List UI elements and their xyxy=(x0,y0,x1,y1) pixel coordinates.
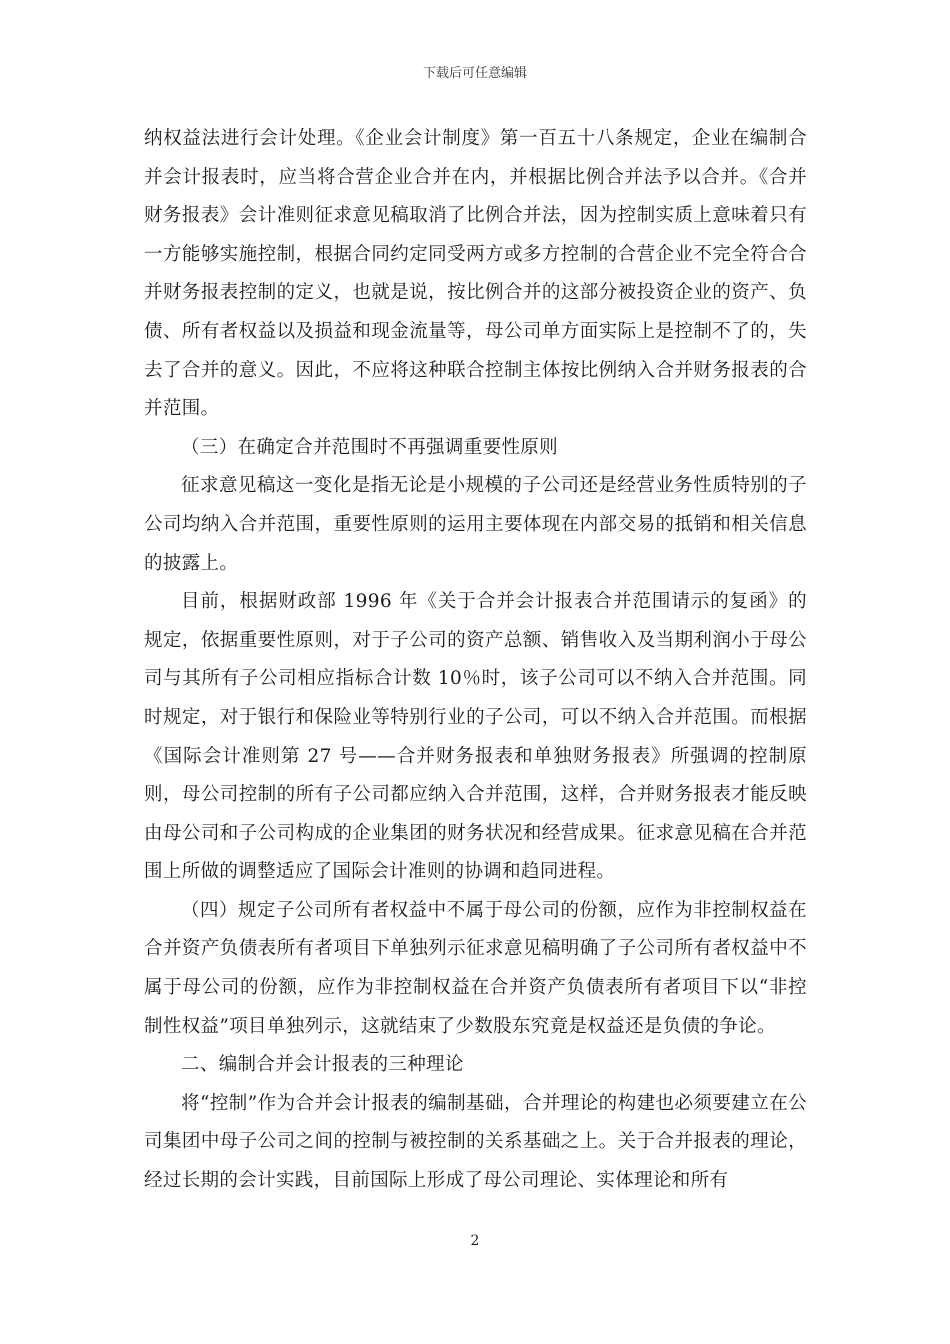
paragraph-proportional-consolidation: 纳权益法进行会计处理。《企业会计制度》第一百五十八条规定，企业在编制合并会计报表时，应当将合营企业合并在内，并根据比例合并法予以合并。《合并财务报表》会计准则征求意见稿取消了比例合并法，因为控制实质上意味着只有一方能够实施控制，根据合同约定同受两方或多方控制的合营企业不完全符合合并财务报表控制的定义，也就是说，按比例合并的这部分被投资企业的资产、负债、所有者权益以及损益和现金流量等，母公司单方面实际上是控制不了的，失去了合并的意义。因此，不应将这种联合控制主体按比例纳入合并财务报表的合并范围。 xyxy=(144,128,807,420)
paragraph-noncontrolling-interest: （四）规定子公司所有者权益中不属于母公司的份额，应作为非控制权益在合并资产负债表所有者项目下单独列示征求意见稿明确了子公司所有者权益中不属于母公司的份额，应作为非控制权益在合并资产负债表所有者项目下以“非控制性权益”项目单独列示，这就结束了少数股东究竟是权益还是负债的争论。 xyxy=(144,899,807,1037)
section-heading-three-theories: 二、编制合并会计报表的三种理论 xyxy=(181,1054,464,1076)
paragraph-control-basis: 将“控制”作为合并会计报表的编制基础，合并理论的构建也必须要建立在公司集团中母子公司之间的控制与被控制的关系基础之上。关于合并报表的理论，经过长期的会计实践，目前国际上形成了母公司理论、实体理论和所有 xyxy=(144,1092,807,1192)
section-heading-materiality: （三）在确定合并范围时不再强调重要性原则 xyxy=(181,436,559,458)
paragraph-current-rules: 目前，根据财政部 1996 年《关于合并会计报表合并范围请示的复函》的规定，依据重要性原则，对于子公司的资产总额、销售收入及当期利润小于母公司与其所有子公司相应指标合计数 10％时，该子公司可以不纳入合并范围。同时规定，对于银行和保险业等特别行业的子公司，可以不纳入合并范围。而根据《国际会计准则第 27 号——合并财务报表和单独财务报表》所强调的控制原则，母公司控制的所有子公司都应纳入合并范围，这样，合并财务报表才能反映由母公司和子公司构成的企业集团的财务状况和经营成果。征求意见稿在合并范围上所做的调整适应了国际会计准则的协调和趋同进程。 xyxy=(144,591,807,883)
page-number: 2 xyxy=(470,1233,480,1249)
paragraph-materiality-change: 征求意见稿这一变化是指无论是小规模的子公司还是经营业务性质特别的子公司均纳入合并范围，重要性原则的运用主要体现在内部交易的抵销和相关信息的披露上。 xyxy=(144,475,807,574)
document-body xyxy=(144,120,807,1201)
page-header: 下载后可任意编辑 xyxy=(422,66,527,81)
